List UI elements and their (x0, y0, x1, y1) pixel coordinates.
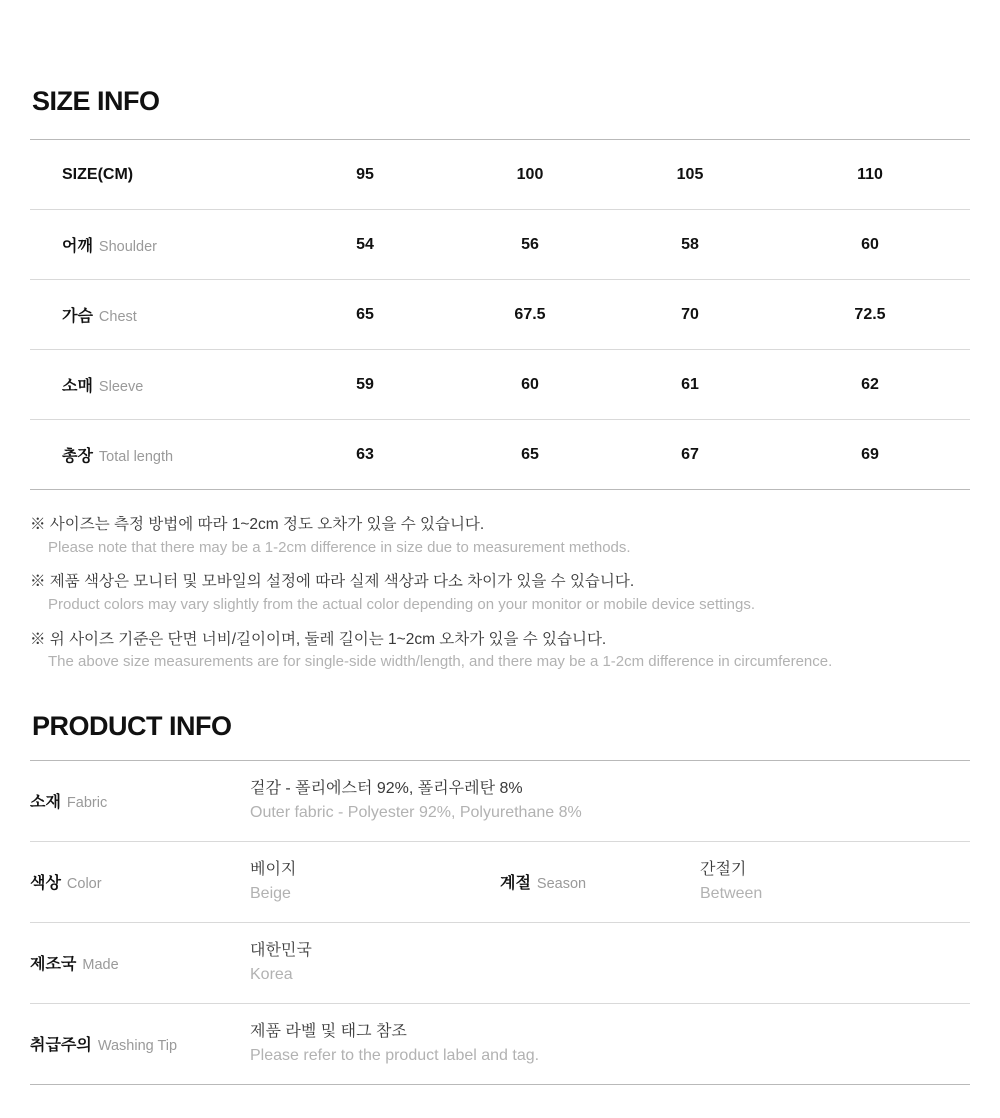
size-cell: 65 (521, 445, 539, 463)
size-cell: 72.5 (854, 305, 886, 323)
size-note (30, 514, 970, 558)
size-cell: 69 (861, 445, 879, 463)
size-cell: 62 (861, 375, 879, 393)
product-row-value-season: 간절기 Between (700, 860, 763, 902)
size-cell: 58 (681, 235, 699, 253)
size-cell: 60 (521, 375, 539, 393)
size-cell: 60 (861, 235, 879, 253)
product-row-label-washing-tip: 취급주의 Washing Tip (30, 1037, 178, 1055)
size-col-head-0: SIZE(CM) (62, 165, 134, 183)
product-row-label-fabric: 소재 Fabric (30, 794, 108, 812)
product-row-label-made: 제조국 Made (30, 956, 119, 974)
product-row-label-season: 계절 Season (500, 875, 587, 893)
table-row (30, 280, 970, 350)
product-row-value-made: 대한민국 Korea (250, 941, 312, 983)
table-row (30, 922, 970, 1003)
size-cell: 61 (681, 375, 699, 393)
size-col-head-4: 110 (857, 165, 883, 183)
size-cell: 54 (356, 235, 374, 253)
product-detail-page (0, 18, 1000, 1085)
size-note-en: Please note that there may be a 1-2cm difference in size due to measurement methods. (48, 538, 631, 556)
size-cell: 65 (356, 305, 374, 323)
size-note (30, 629, 970, 673)
product-info-table (30, 760, 970, 1085)
size-info-title: SIZE INFO (32, 86, 160, 117)
size-note-kr: ※ 위 사이즈 기준은 단면 너비/길이이며, 둘레 길이는 1~2cm 오차가 있을 수 있습니다. (30, 630, 607, 648)
size-col-head-3: 105 (676, 165, 704, 183)
size-row-label-shoulder: 어깨 Shoulder (62, 238, 157, 256)
size-note-kr: ※ 제품 색상은 모니터 및 모바일의 설정에 따라 실제 색상과 다소 차이가 있을 수 있습니다. (30, 573, 635, 591)
size-note-kr: ※ 사이즈는 측정 방법에 따라 1~2cm 정도 오차가 있을 수 있습니다. (30, 516, 485, 534)
size-col-head-2: 100 (516, 165, 544, 183)
size-cell: 63 (356, 445, 374, 463)
size-cell: 67 (681, 445, 699, 463)
size-row-label-total-length: 총장 Total length (62, 448, 174, 466)
size-note (30, 571, 970, 615)
product-row-value-fabric: 겉감 - 폴리에스터 92%, 폴리우레탄 8% Outer fabric - Polyester 92%, Polyurethane 8% (250, 779, 582, 821)
size-table (30, 139, 970, 490)
table-row (30, 420, 970, 490)
table-row (30, 1003, 970, 1084)
size-cell: 67.5 (514, 305, 546, 323)
table-row (30, 760, 970, 841)
product-row-value-washing-tip: 제품 라벨 및 태그 참조 Please refer to the product label and tag. (250, 1022, 540, 1064)
table-row (30, 210, 970, 280)
size-cell: 59 (356, 375, 374, 393)
size-col-head-1: 95 (356, 165, 374, 183)
size-row-label-chest: 가슴 Chest (62, 308, 137, 326)
product-info-title: PRODUCT INFO (32, 710, 232, 741)
size-note-en: The above size measurements are for single-side width/length, and there may be a 1-2cm difference in circumference. (48, 652, 833, 670)
size-row-label-sleeve: 소매 Sleeve (62, 378, 144, 396)
product-row-label-color: 색상 Color (30, 875, 102, 893)
table-row (30, 841, 970, 922)
size-cell: 56 (521, 235, 539, 253)
product-row-value-color: 베이지 Beige (250, 860, 297, 902)
table-header-row (30, 140, 970, 210)
size-notes (30, 514, 970, 673)
table-row (30, 350, 970, 420)
size-cell: 70 (681, 305, 699, 323)
size-note-en: Product colors may vary slightly from the actual color depending on your monitor or mobile device settings. (48, 595, 755, 613)
